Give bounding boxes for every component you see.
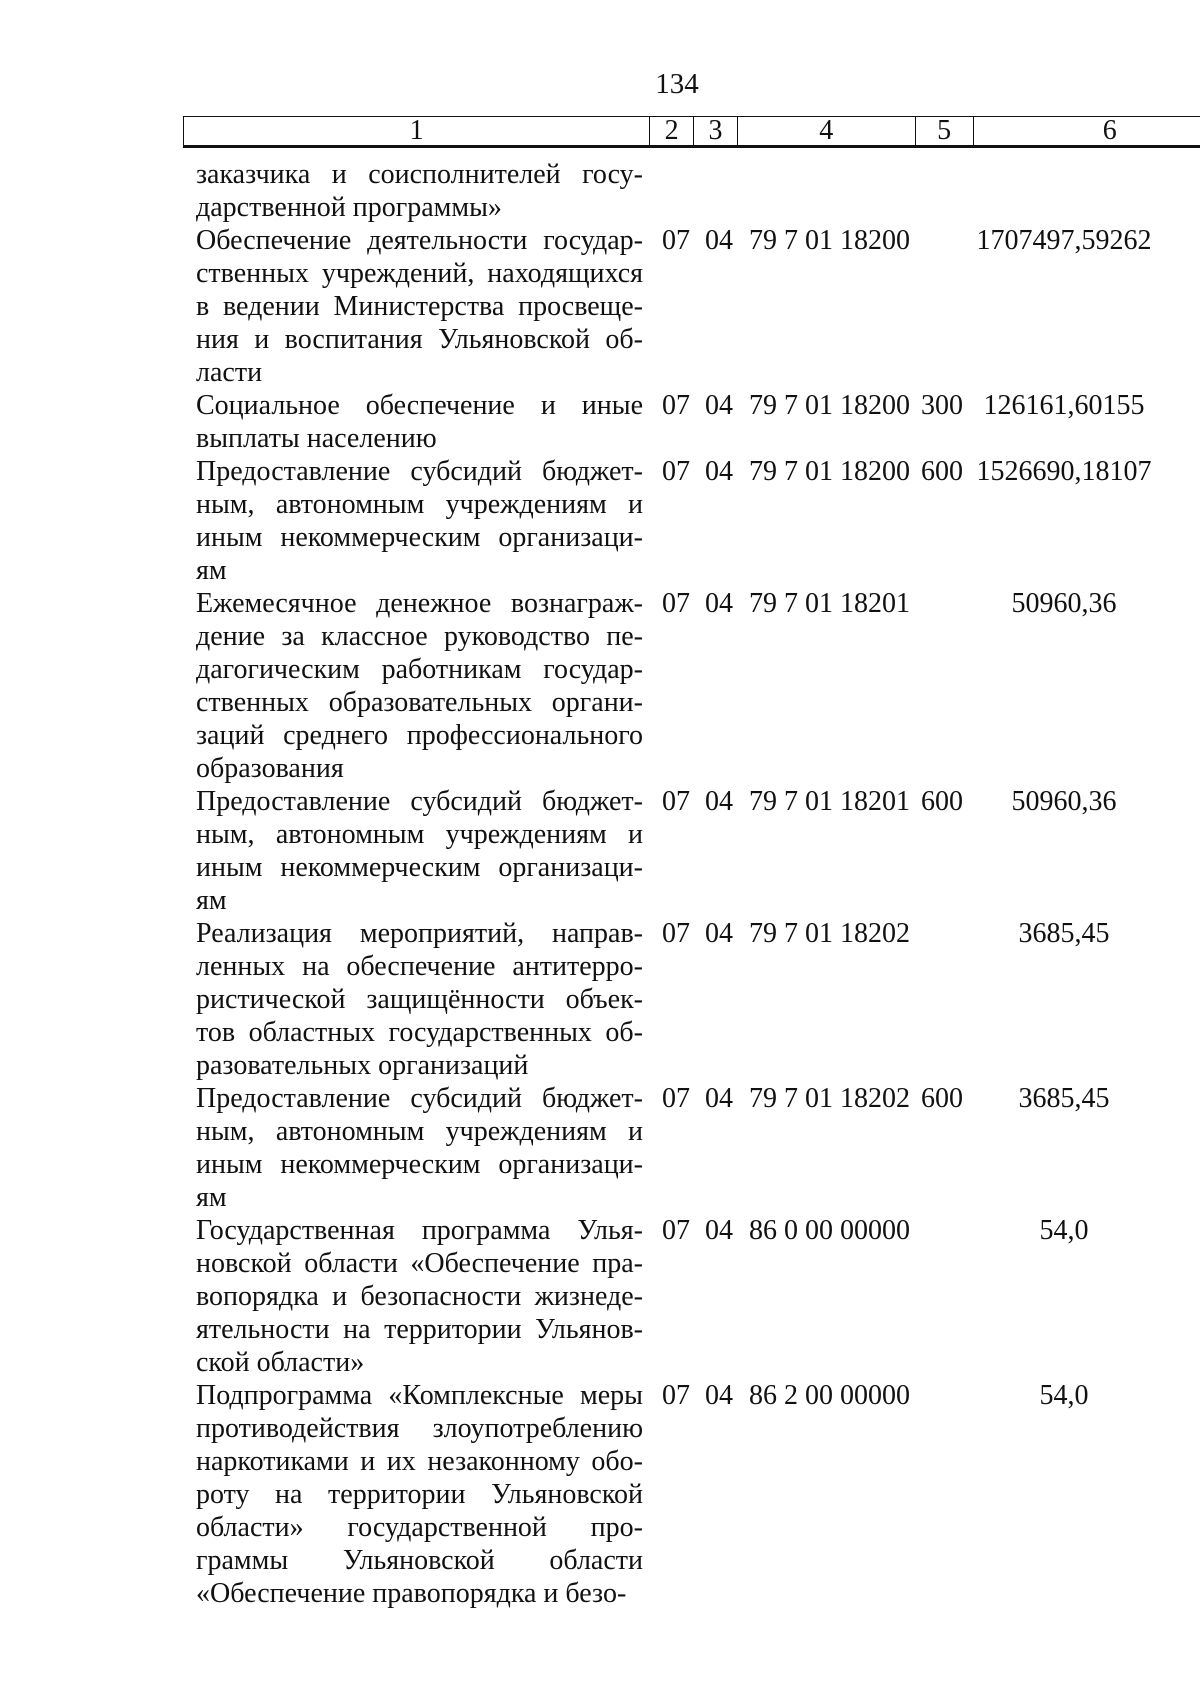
description-line: «Обеспечение правопорядка и безо- — [196, 1578, 627, 1609]
description-line: ской области» — [196, 1347, 365, 1378]
description-line: заказчика и соисполнителей госу- — [196, 159, 643, 190]
page-number: 134 — [655, 68, 699, 100]
subsection-code: 04 — [705, 390, 733, 421]
description-line: образования — [196, 753, 344, 784]
description-line: Социальное обеспечение и иные — [196, 390, 643, 421]
table-header — [183, 116, 1200, 148]
amount: 50960,36 — [1011, 588, 1117, 619]
amount: 3685,45 — [1018, 918, 1110, 949]
description-line: разовательных организаций — [196, 1050, 529, 1081]
description-line: ятельности на территории Ульянов- — [196, 1314, 643, 1345]
table-row — [0, 1214, 1200, 1379]
description-line: дение за классное руководство пе- — [196, 621, 643, 652]
target-article-code: 79 7 01 18200 — [749, 390, 910, 421]
description-line: граммы Ульяновской области — [196, 1545, 643, 1576]
section-code: 07 — [662, 918, 690, 949]
description-line: выплаты населению — [196, 423, 437, 454]
row-description — [196, 389, 643, 455]
header-col-4: 4 — [737, 117, 915, 145]
row-description — [196, 587, 643, 785]
amount: 1707497,59262 — [976, 225, 1152, 256]
description-line: иным некоммерческим организаци- — [196, 1149, 643, 1180]
table-row — [0, 785, 1200, 917]
target-article-code: 79 7 01 18200 — [749, 456, 910, 487]
section-code: 07 — [662, 390, 690, 421]
amount: 1526690,18107 — [976, 456, 1152, 487]
description-line: Предоставление субсидий бюджет- — [196, 456, 643, 487]
amount: 126161,60155 — [983, 390, 1145, 421]
description-line: ленных на обеспечение антитерро- — [196, 951, 643, 982]
table-row — [0, 389, 1200, 455]
subsection-code: 04 — [705, 1083, 733, 1114]
row-description — [196, 1379, 643, 1610]
section-code: 07 — [662, 1215, 690, 1246]
amount: 54,0 — [1039, 1380, 1089, 1411]
row-description — [196, 158, 643, 224]
section-code: 07 — [662, 1083, 690, 1114]
table-row — [0, 1379, 1200, 1610]
description-line: Обеспечение деятельности государ- — [196, 225, 643, 256]
table-row — [0, 587, 1200, 785]
subsection-code: 04 — [705, 786, 733, 817]
subsection-code: 04 — [705, 588, 733, 619]
description-line: Ежемесячное денежное вознаграж- — [196, 588, 643, 619]
target-article-code: 86 2 00 00000 — [749, 1380, 910, 1411]
description-line: иным некоммерческим организаци- — [196, 522, 643, 553]
description-line: ственных образовательных органи- — [196, 687, 643, 718]
header-col-2: 2 — [649, 117, 693, 145]
description-line: Подпрограмма «Комплексные меры — [196, 1380, 643, 1411]
table-row — [0, 224, 1200, 389]
description-line: тов областных государственных об- — [196, 1017, 643, 1048]
description-line: ристической защищённости объек- — [196, 984, 643, 1015]
subsection-code: 04 — [705, 456, 733, 487]
target-article-code: 86 0 00 00000 — [749, 1215, 910, 1246]
description-line: ния и воспитания Ульяновской об- — [196, 324, 643, 355]
amount: 3685,45 — [1018, 1083, 1110, 1114]
section-code: 07 — [662, 786, 690, 817]
target-article-code: 79 7 01 18201 — [749, 588, 910, 619]
amount: 50960,36 — [1011, 786, 1117, 817]
description-line: дагогическим работникам государ- — [196, 654, 643, 685]
description-line: иным некоммерческим организаци- — [196, 852, 643, 883]
description-line: ям — [196, 1182, 227, 1213]
header-col-3: 3 — [693, 117, 737, 145]
description-line: ным, автономным учреждениям и — [196, 1116, 643, 1147]
row-description — [196, 1082, 643, 1214]
description-line: противодействия злоупотреблению — [196, 1413, 643, 1444]
description-line: заций среднего профессионального — [196, 720, 643, 751]
expense-type-code: 600 — [921, 456, 963, 487]
description-line: вопорядка и безопасности жизнеде- — [196, 1281, 643, 1312]
description-line: наркотиками и их незаконному обо- — [196, 1446, 643, 1477]
section-code: 07 — [662, 225, 690, 256]
description-line: роту на территории Ульяновской — [196, 1479, 643, 1510]
expense-type-code: 300 — [921, 390, 963, 421]
subsection-code: 04 — [705, 918, 733, 949]
subsection-code: 04 — [705, 1380, 733, 1411]
section-code: 07 — [662, 1380, 690, 1411]
description-line: ям — [196, 885, 227, 916]
subsection-code: 04 — [705, 1215, 733, 1246]
description-line: ным, автономным учреждениям и — [196, 489, 643, 520]
expense-type-code: 600 — [921, 1083, 963, 1114]
row-description — [196, 785, 643, 917]
target-article-code: 79 7 01 18202 — [749, 918, 910, 949]
target-article-code: 79 7 01 18201 — [749, 786, 910, 817]
table-body — [0, 158, 1200, 1610]
description-line: в ведении Министерства просвеще- — [196, 291, 643, 322]
target-article-code: 79 7 01 18200 — [749, 225, 910, 256]
expense-type-code: 600 — [921, 786, 963, 817]
description-line: области» государственной про- — [196, 1512, 643, 1543]
section-code: 07 — [662, 588, 690, 619]
description-line: Реализация мероприятий, направ- — [196, 918, 643, 949]
description-line: Предоставление субсидий бюджет- — [196, 786, 643, 817]
description-line: ственных учреждений, находящихся — [196, 258, 643, 289]
target-article-code: 79 7 01 18202 — [749, 1083, 910, 1114]
section-code: 07 — [662, 456, 690, 487]
row-description — [196, 917, 643, 1082]
description-line: ям — [196, 555, 227, 586]
description-line: Предоставление субсидий бюджет- — [196, 1083, 643, 1114]
description-line: новской области «Обеспечение пра- — [196, 1248, 643, 1279]
header-col-5: 5 — [915, 117, 973, 145]
description-line: ным, автономным учреждениям и — [196, 819, 643, 850]
table-row — [0, 158, 1200, 224]
table-row — [0, 455, 1200, 587]
row-description — [196, 455, 643, 587]
description-line: ласти — [196, 357, 263, 388]
table-row — [0, 917, 1200, 1082]
subsection-code: 04 — [705, 225, 733, 256]
amount: 54,0 — [1039, 1215, 1089, 1246]
row-description — [196, 1214, 643, 1379]
table-row — [0, 1082, 1200, 1214]
header-col-6: 6 — [973, 117, 1200, 145]
row-description — [196, 224, 643, 389]
header-col-1: 1 — [409, 115, 424, 146]
description-line: Государственная программа Улья- — [196, 1215, 643, 1246]
description-line: дарственной программы» — [196, 192, 502, 223]
